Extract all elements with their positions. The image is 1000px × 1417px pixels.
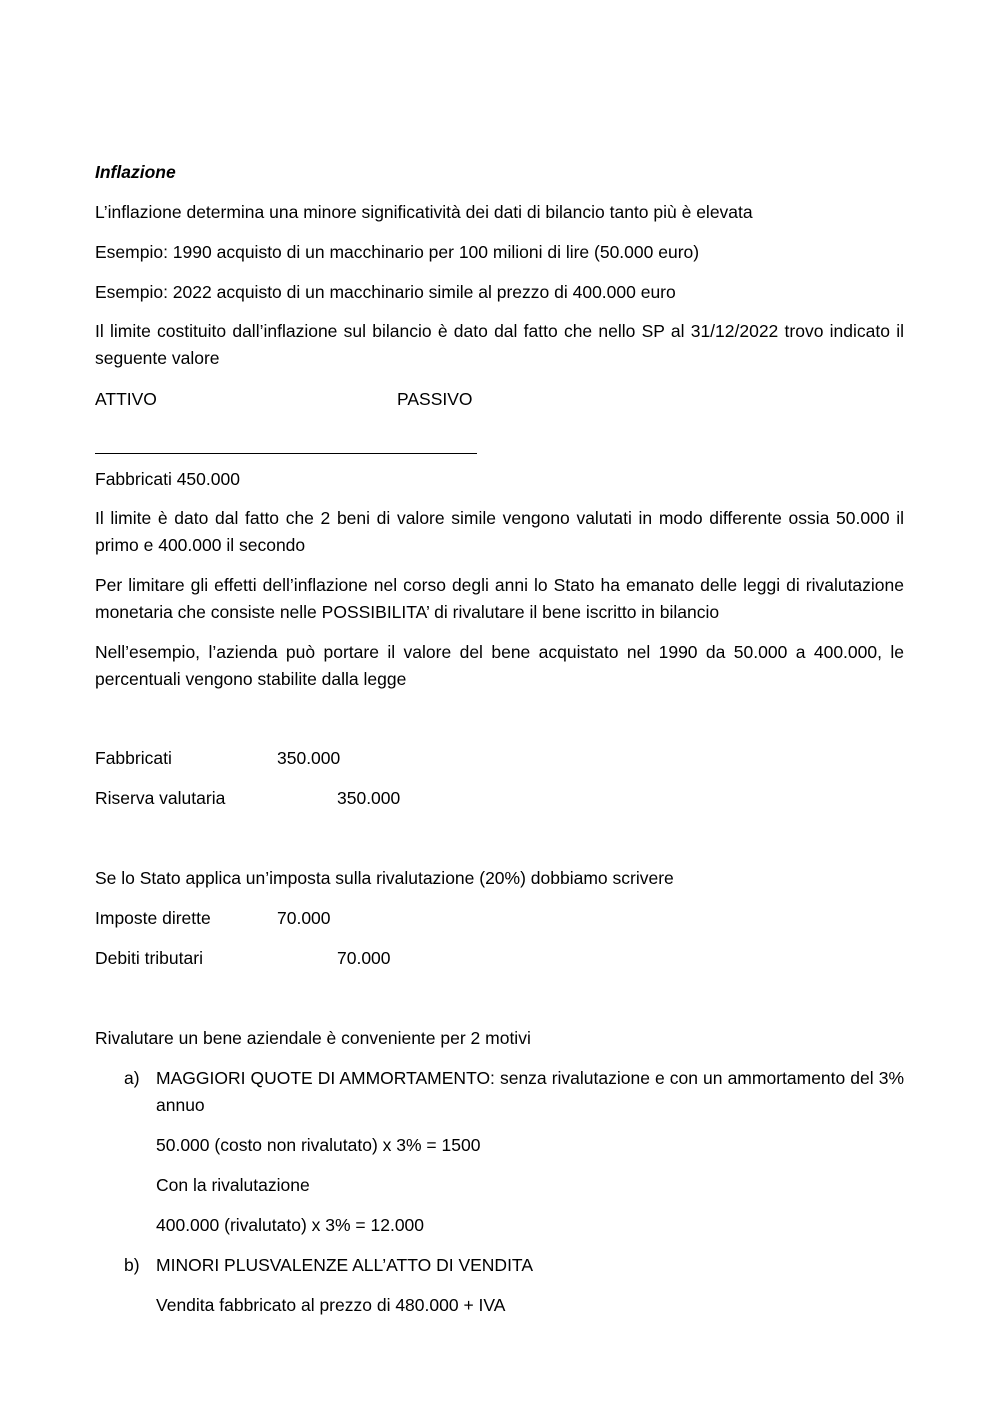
entry2-account-debiti: Debiti tributari [95, 948, 203, 968]
paragraph-revaluation-laws: Per limitare gli effetti dell’inflazione nel corso degli anni lo Stato ha emanato delle leggi di rivalutazione monetaria che consiste nelle POSSIBILITA’ di rivalutare il bene iscritto in bilancio [95, 575, 904, 622]
entry2-account-imposte: Imposte dirette [95, 908, 211, 928]
list-item-a-with-revaluation: Con la rivalutazione [156, 1175, 310, 1195]
entry1-debit-amount: 350.000 [277, 748, 341, 768]
entry2-credit-amount: 70.000 [337, 948, 391, 968]
entry2-debit-amount: 70.000 [277, 908, 331, 928]
list-item-b-sale-price: Vendita fabbricato al prezzo di 480.000 + IVA [156, 1295, 506, 1315]
paragraph-valuation-limit: Il limite è dato dal fatto che 2 beni di valore simile vengono valutati in modo differente ossia 50.000 il primo e 400.000 il secondo [95, 508, 904, 555]
sp-row-fabbricati: Fabbricati 450.000 [95, 469, 240, 489]
paragraph-limit-sp: Il limite costituito dall’inflazione sul bilancio è dato dal fatto che nello SP al 31/12/2022 trovo indicato il seguente valore [95, 321, 904, 368]
list-marker-b: b) [124, 1255, 140, 1275]
entry1-credit-amount: 350.000 [337, 788, 401, 808]
list-marker-a: a) [124, 1068, 140, 1088]
sp-header-passivo: PASSIVO [397, 389, 473, 409]
entry1-account-riserva: Riserva valutaria [95, 788, 226, 808]
entry1-account-fabbricati: Fabbricati [95, 748, 172, 768]
section-title: Inflazione [95, 162, 176, 182]
paragraph-example-revaluation: Nell’esempio, l’azienda può portare il valore del bene acquistato nel 1990 da 50.000 a 400.000, le percentuali vengono stabilite dalla legge [95, 642, 904, 689]
paragraph-two-reasons: Rivalutare un bene aziendale è conveniente per 2 motivi [95, 1028, 531, 1048]
paragraph-example-1990: Esempio: 1990 acquisto di un macchinario per 100 milioni di lire (50.000 euro) [95, 242, 700, 262]
list-item-depreciation: MAGGIORI QUOTE DI AMMORTAMENTO: senza rivalutazione e con un ammortamento del 3% annuo [156, 1068, 904, 1115]
sp-divider-line [95, 453, 477, 454]
paragraph-tax-on-revaluation: Se lo Stato applica un’imposta sulla rivalutazione (20%) dobbiamo scrivere [95, 868, 674, 888]
paragraph-inflation-effect: L’inflazione determina una minore significatività dei dati di bilancio tanto più è elevata [95, 202, 753, 222]
list-item-capital-gains: MINORI PLUSVALENZE ALL’ATTO DI VENDITA [156, 1255, 533, 1275]
list-item-a-calc-revalued: 400.000 (rivalutato) x 3% = 12.000 [156, 1215, 425, 1235]
paragraph-example-2022: Esempio: 2022 acquisto di un macchinario simile al prezzo di 400.000 euro [95, 282, 676, 302]
list-item-a-calc-unrevalued: 50.000 (costo non rivalutato) x 3% = 1500 [156, 1135, 481, 1155]
sp-header-attivo: ATTIVO [95, 389, 157, 409]
